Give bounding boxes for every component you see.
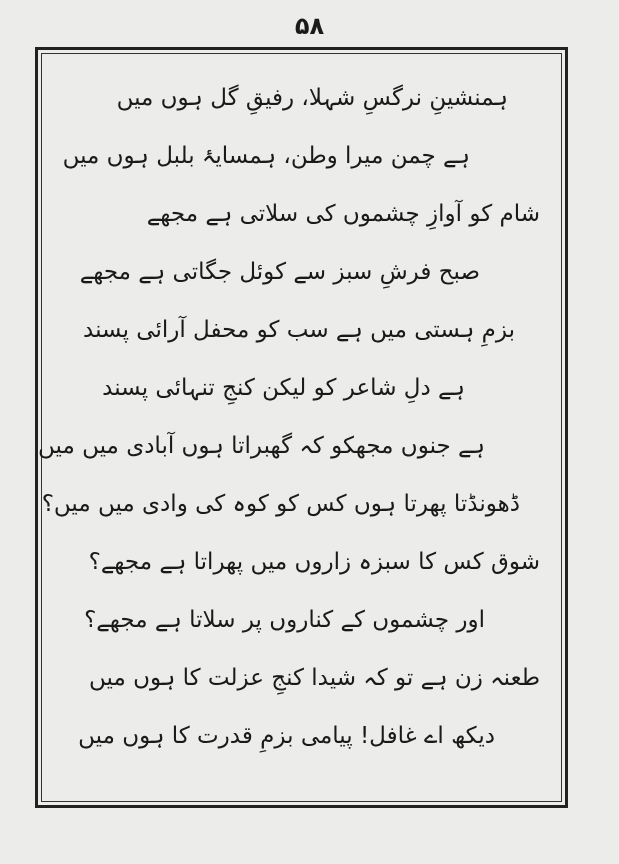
verse-line: ہے دلِ شاعر کو لیکن کنجِ تنہائی پسند [102, 375, 465, 401]
verse-line: ہے جنوں مجھکو کہ گھبراتا ہوں آبادی میں میں [38, 433, 485, 459]
verse-line: شام کو آوازِ چشموں کی سلاتی ہے مجھے [146, 201, 540, 227]
verse-line: ڈھونڈتا پھرتا ہوں کس کو کوہ کی وادی میں میں؟ [41, 491, 520, 517]
verse-line: دیکھ اے غافل! پیامی بزمِ قدرت کا ہوں میں [78, 723, 495, 749]
verse-line: بزمِ ہستی میں ہے سب کو محفل آرائی پسند [83, 317, 515, 343]
verse-line: ہے چمن میرا وطن، ہمسایۂ بلبل ہوں میں [62, 143, 470, 169]
verse-line: طعنہ زن ہے تو کہ شیدا کنجِ عزلت کا ہوں میں [89, 665, 540, 691]
verse-line: شوق کس کا سبزہ زاروں میں پھراتا ہے مجھے؟ [88, 549, 540, 575]
page-number: ۵۸ [294, 12, 325, 40]
verse-line: صبح فرشِ سبز سے کوئل جگاتی ہے مجھے [79, 259, 480, 285]
poem-body [38, 65, 550, 795]
verse-line: اور چشموں کے کناروں پر سلاتا ہے مجھے؟ [84, 607, 485, 633]
verse-line: ہمنشینِ نرگسِ شہلا، رفیقِ گل ہوں میں [116, 85, 508, 111]
